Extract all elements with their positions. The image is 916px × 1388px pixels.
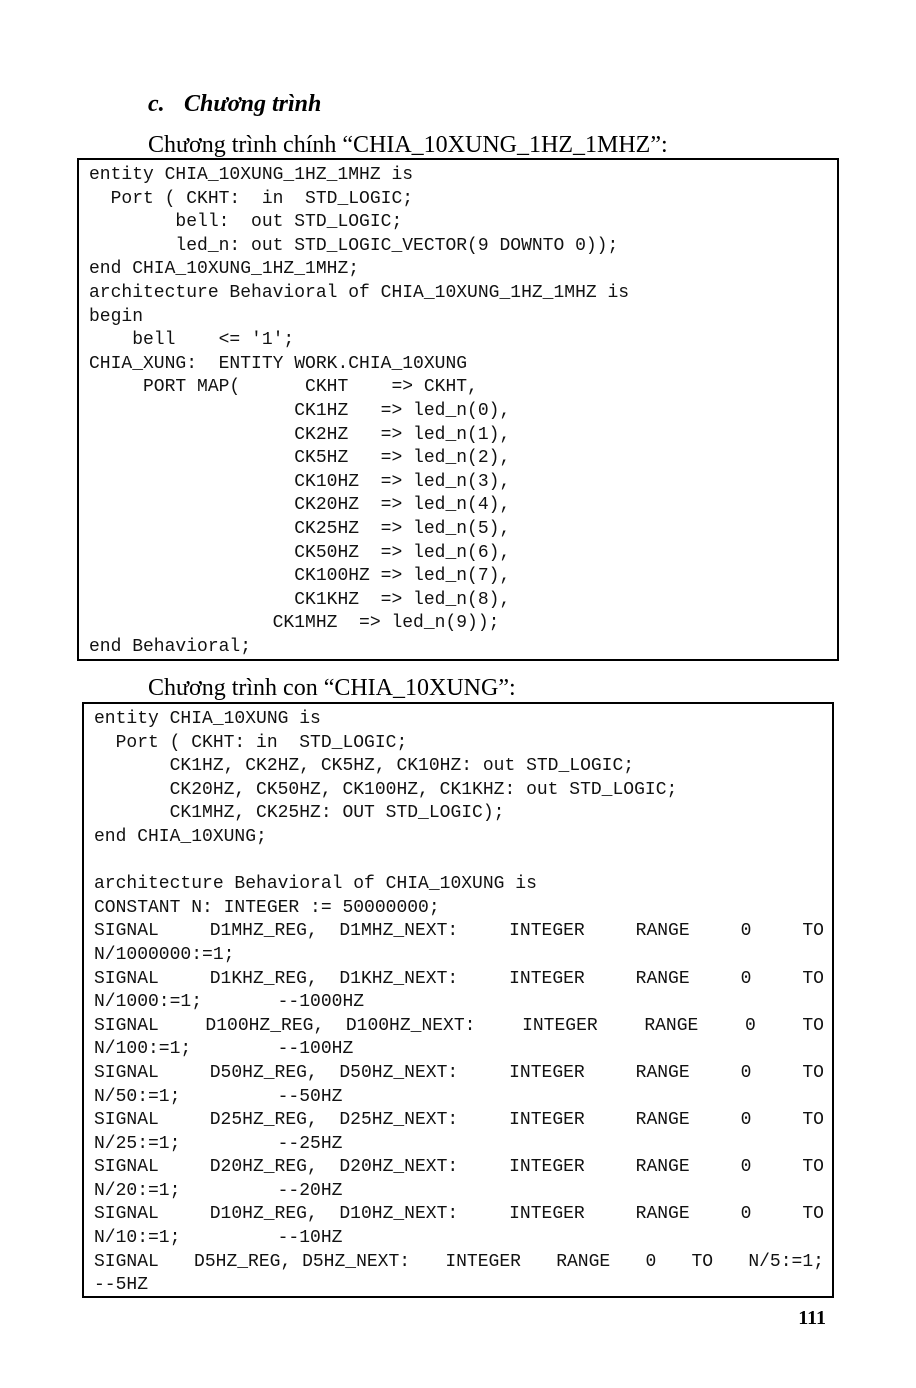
signal-type: INTEGER: [509, 968, 585, 989]
code-line: CONSTANT N: INTEGER := 50000000;: [94, 897, 440, 918]
signal-continuation-line: N/100:=1; --100HZ: [94, 1039, 354, 1060]
section-letter: c.: [148, 91, 165, 117]
signal-type: INTEGER: [509, 1110, 585, 1131]
signal-keyword: SIGNAL: [94, 968, 159, 989]
code-line: CK1HZ => led_n(0),: [89, 400, 511, 421]
signal-continuation-line: N/1000:=1; --1000HZ: [94, 992, 365, 1013]
signal-range-keyword: RANGE: [635, 1062, 690, 1083]
code-line: CK2HZ => led_n(1),: [89, 424, 511, 445]
code-line: bell <= '1';: [89, 330, 295, 351]
code-line: CK1KHZ => led_n(8),: [89, 589, 511, 610]
main-program-code-box: [77, 158, 839, 661]
signal-range-keyword: RANGE: [635, 921, 690, 942]
code-line: architecture Behavioral of CHIA_10XUNG is: [94, 874, 537, 895]
code-line: led_n: out STD_LOGIC_VECTOR(9 DOWNTO 0));: [89, 235, 619, 256]
signal-type: INTEGER: [509, 1204, 585, 1225]
signal-range-end: N/5:=1;: [748, 1251, 824, 1272]
code-line: CK100HZ => led_n(7),: [89, 566, 511, 587]
main-program-caption: Chương trình chính “CHIA_10XUNG_1HZ_1MHZ”:: [148, 132, 668, 158]
signal-names: D20HZ_REG, D20HZ_NEXT:: [209, 1157, 459, 1178]
code-line: CHIA_XUNG: ENTITY WORK.CHIA_10XUNG: [89, 353, 468, 374]
signal-declaration-line: [94, 1251, 824, 1275]
signal-declaration-line: [94, 1156, 824, 1180]
signal-range-keyword: RANGE: [644, 1015, 699, 1036]
signal-names: D10HZ_REG, D10HZ_NEXT:: [209, 1204, 459, 1225]
signal-declaration-line: [94, 1109, 824, 1133]
code-line: entity CHIA_10XUNG_1HZ_1MHZ is: [89, 165, 414, 185]
page-number: 111: [798, 1307, 826, 1329]
signal-to-keyword: TO: [802, 1204, 824, 1225]
signal-type: INTEGER: [445, 1251, 521, 1272]
sub-program-caption: Chương trình con “CHIA_10XUNG”:: [148, 675, 516, 701]
signal-names: D5HZ_REG, D5HZ_NEXT:: [194, 1251, 411, 1272]
signal-to-keyword: TO: [802, 1157, 824, 1178]
signal-continuation-line: N/25:=1; --25HZ: [94, 1133, 343, 1154]
code-line: CK20HZ, CK50HZ, CK100HZ, CK1KHZ: out STD_LOGIC;: [94, 779, 678, 800]
code-line: CK50HZ => led_n(6),: [89, 542, 511, 563]
signal-range-start: 0: [740, 1110, 752, 1131]
signal-keyword: SIGNAL: [94, 1157, 159, 1178]
sub-program-code-box: [82, 702, 834, 1298]
signal-range-start: 0: [744, 1015, 756, 1036]
signal-range-keyword: RANGE: [635, 968, 690, 989]
signal-to-keyword: TO: [802, 921, 824, 942]
signal-keyword: SIGNAL: [94, 921, 159, 942]
signal-declaration-line: [94, 968, 824, 992]
signal-range-start: 0: [740, 1157, 752, 1178]
section-title: Chương trình: [184, 91, 322, 117]
signal-names: D50HZ_REG, D50HZ_NEXT:: [209, 1062, 459, 1083]
signal-continuation-line: --5HZ: [94, 1275, 149, 1296]
signal-declaration-line: [94, 1062, 824, 1086]
signal-to-keyword: TO: [802, 1015, 824, 1036]
code-line: CK10HZ => led_n(3),: [89, 471, 511, 492]
signal-keyword: SIGNAL: [94, 1062, 159, 1083]
code-line: begin: [89, 306, 144, 327]
signal-continuation-line: N/50:=1; --50HZ: [94, 1086, 343, 1107]
code-line: CK25HZ => led_n(5),: [89, 518, 511, 539]
signal-to-keyword: TO: [802, 1062, 824, 1083]
signal-range-keyword: RANGE: [635, 1110, 690, 1131]
signal-type: INTEGER: [509, 1062, 585, 1083]
signal-continuation-line: N/20:=1; --20HZ: [94, 1180, 343, 1201]
signal-continuation-line: N/10:=1; --10HZ: [94, 1228, 343, 1249]
signal-to-keyword: TO: [691, 1251, 714, 1272]
signal-declaration-line: [94, 920, 824, 944]
code-line: Port ( CKHT: in STD_LOGIC;: [89, 188, 414, 209]
signal-keyword: SIGNAL: [94, 1110, 159, 1131]
signal-range-keyword: RANGE: [635, 1204, 690, 1225]
signal-range-start: 0: [645, 1251, 657, 1272]
code-line: [94, 850, 832, 874]
signal-range-start: 0: [740, 1062, 752, 1083]
signal-type: INTEGER: [509, 1157, 585, 1178]
signal-continuation-line: N/1000000:=1;: [94, 944, 235, 965]
code-line: architecture Behavioral of CHIA_10XUNG_1HZ_1MHZ is: [89, 282, 630, 303]
code-line: bell: out STD_LOGIC;: [89, 212, 403, 233]
code-line: end CHIA_10XUNG;: [94, 826, 267, 847]
signal-type: INTEGER: [522, 1015, 598, 1036]
code-line: CK1HZ, CK2HZ, CK5HZ, CK10HZ: out STD_LOGIC;: [94, 756, 635, 777]
signal-range-keyword: RANGE: [556, 1251, 611, 1272]
code-line: PORT MAP( CKHT => CKHT,: [89, 377, 478, 398]
signal-to-keyword: TO: [802, 1110, 824, 1131]
signal-range-start: 0: [740, 968, 752, 989]
code-line: CK20HZ => led_n(4),: [89, 495, 511, 516]
signal-names: D1KHZ_REG, D1KHZ_NEXT:: [209, 968, 459, 989]
signal-declaration-line: [94, 1203, 824, 1227]
signal-names: D100HZ_REG, D100HZ_NEXT:: [205, 1015, 476, 1036]
signal-keyword: SIGNAL: [94, 1015, 159, 1036]
code-line: CK1MHZ, CK25HZ: OUT STD_LOGIC);: [94, 803, 505, 824]
code-line: end Behavioral;: [89, 636, 252, 657]
signal-to-keyword: TO: [802, 968, 824, 989]
code-line: end CHIA_10XUNG_1HZ_1MHZ;: [89, 259, 360, 280]
signal-keyword: SIGNAL: [94, 1204, 159, 1225]
code-line: CK1MHZ => led_n(9));: [89, 613, 500, 634]
code-line: entity CHIA_10XUNG is: [94, 709, 321, 729]
section-heading: [148, 88, 321, 120]
signal-range-start: 0: [740, 921, 752, 942]
signal-names: D25HZ_REG, D25HZ_NEXT:: [209, 1110, 459, 1131]
signal-declaration-line: [94, 1015, 824, 1039]
code-line: Port ( CKHT: in STD_LOGIC;: [94, 732, 408, 753]
signal-range-keyword: RANGE: [635, 1157, 690, 1178]
signal-type: INTEGER: [509, 921, 585, 942]
signal-keyword: SIGNAL: [94, 1251, 159, 1272]
code-line: CK5HZ => led_n(2),: [89, 448, 511, 469]
signal-range-start: 0: [740, 1204, 752, 1225]
signal-names: D1MHZ_REG, D1MHZ_NEXT:: [209, 921, 459, 942]
